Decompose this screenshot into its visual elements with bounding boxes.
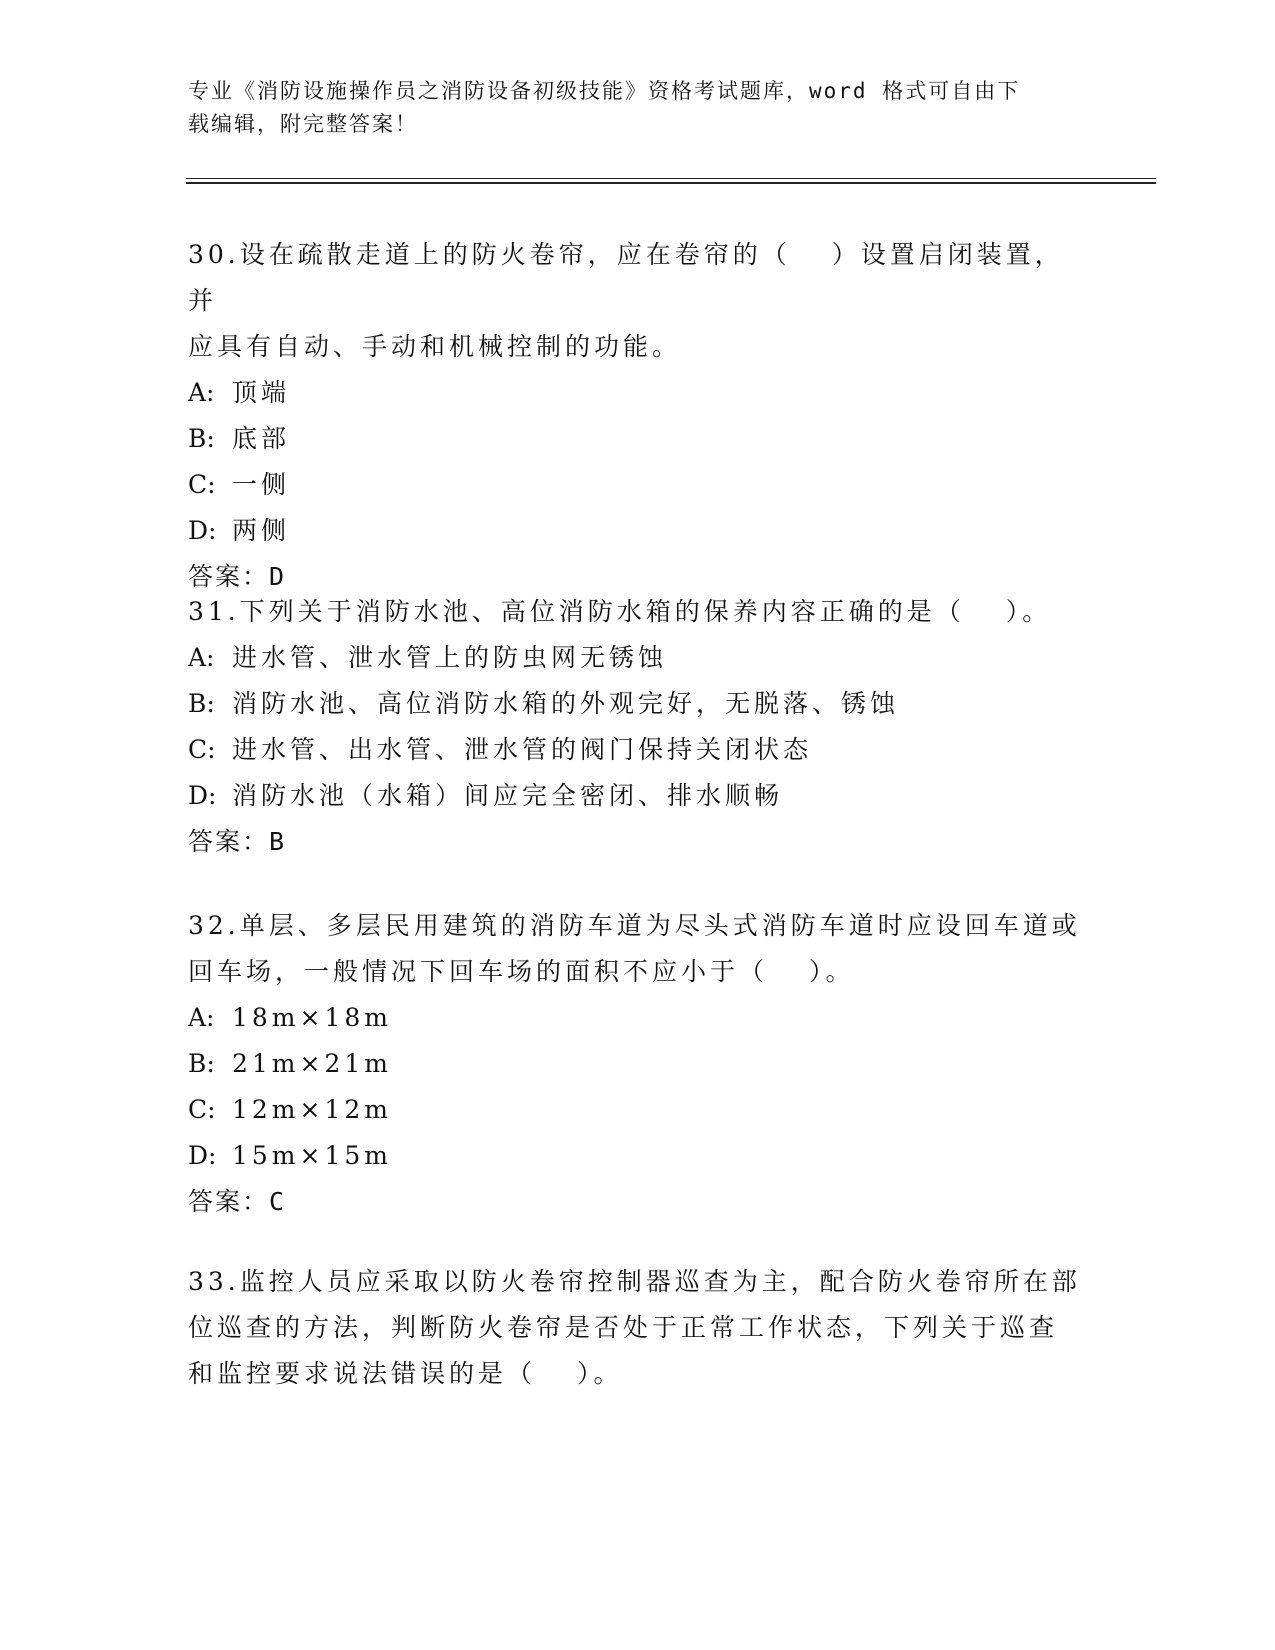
option-letter: C: (188, 735, 216, 764)
option-letter: B: (188, 424, 215, 453)
option-d (188, 773, 1088, 819)
question-32 (188, 903, 1088, 1225)
option-b (188, 1041, 1088, 1087)
option-letter: D: (188, 516, 217, 545)
option-text: 消防水池、高位消防水箱的外观完好，无脱落、锈蚀 (232, 689, 900, 718)
option-letter: C: (188, 1095, 216, 1124)
question-30 (188, 232, 1088, 600)
question-stem-line: 32.单层、多层民用建筑的消防车道为尽头式消防车道时应设回车道或 (188, 911, 1081, 940)
option-text: 顶端 (232, 378, 291, 407)
question-stem-line: 和监控要求说法错误的是（ ）。 (188, 1359, 623, 1388)
option-c (188, 1087, 1088, 1133)
option-letter: A: (188, 643, 215, 672)
option-a (188, 995, 1088, 1041)
option-text: 底部 (232, 424, 291, 453)
option-text: 一侧 (232, 470, 291, 499)
question-stem-line: 31.下列关于消防水池、高位消防水箱的保养内容正确的是（ ）。 (188, 597, 1052, 626)
option-letter: A: (188, 1003, 215, 1032)
option-text: 进水管、泄水管上的防虫网无锈蚀 (232, 643, 668, 672)
option-letter: A: (188, 378, 215, 407)
option-text: 进水管、出水管、泄水管的阀门保持关闭状态 (232, 735, 813, 764)
option-a (188, 635, 1088, 681)
question-33 (188, 1259, 1088, 1397)
option-letter: B: (188, 689, 215, 718)
option-text: 15m×15m (232, 1141, 392, 1170)
option-text: 18m×18m (232, 1003, 392, 1032)
option-b (188, 681, 1088, 727)
option-text: 消防水池（水箱）间应完全密闭、排水顺畅 (232, 781, 784, 810)
question-stem-line: 位巡查的方法，判断防火卷帘是否处于正常工作状态，下列关于巡查 (188, 1313, 1059, 1342)
header-divider-thin (186, 178, 1156, 179)
option-text: 21m×21m (232, 1049, 392, 1078)
question-stem-line: 应具有自动、手动和机械控制的功能。 (188, 332, 682, 361)
header-line-1: 专业《消防设施操作员之消防设备初级技能》资格考试题库，word 格式可自由下 (188, 79, 1021, 103)
option-text: 12m×12m (232, 1095, 392, 1124)
option-b (188, 416, 1088, 462)
option-d (188, 508, 1088, 554)
question-stem-line: 回车场，一般情况下回车场的面积不应小于（ ）。 (188, 957, 855, 986)
option-c (188, 462, 1088, 508)
header-divider-thick (186, 182, 1156, 184)
question-31 (188, 589, 1088, 865)
question-stem-line: 30.设在疏散走道上的防火卷帘，应在卷帘的（ ）设置启闭装置，并 (188, 240, 1064, 315)
option-text: 两侧 (232, 516, 291, 545)
question-stem-line: 33.监控人员应采取以防火卷帘控制器巡查为主，配合防火卷帘所在部 (188, 1267, 1081, 1296)
answer-line: 答案：D (188, 562, 287, 591)
option-d (188, 1133, 1088, 1179)
answer-line: 答案：B (188, 827, 287, 856)
document-header (188, 75, 1088, 141)
answer-line: 答案：C (188, 1187, 287, 1216)
header-line-2: 载编辑，附完整答案！ (188, 112, 418, 136)
option-letter: D: (188, 781, 217, 810)
option-letter: D: (188, 1141, 217, 1170)
option-c (188, 727, 1088, 773)
option-letter: C: (188, 470, 216, 499)
option-a (188, 370, 1088, 416)
option-letter: B: (188, 1049, 215, 1078)
